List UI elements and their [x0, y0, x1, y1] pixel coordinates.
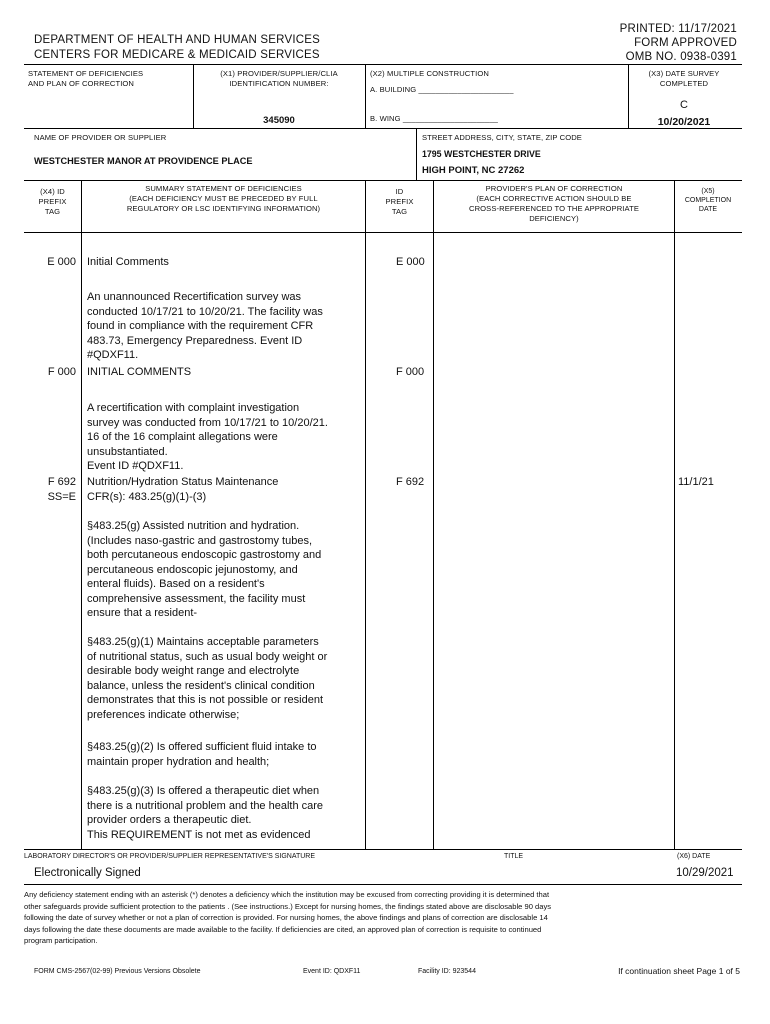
f692-paragraph-2: §483.25(g)(1) Maintains acceptable parameters of nutritional status, such as usual body weight or desirable body weight range and electrolyte balance, unless the resident's clinical condition demonstrates that this is not possible or resident preferences indicate otherwise; — [87, 636, 328, 721]
col-id-header: ID PREFIX TAG — [385, 187, 414, 216]
provider-label: NAME OF PROVIDER OR SUPPLIER — [34, 133, 167, 142]
x2-label: (X2) MULTIPLE CONSTRUCTION — [370, 69, 489, 78]
x3-label: (X3) DATE SURVEY COMPLETED — [648, 69, 720, 88]
f692-id: F 692 — [396, 476, 425, 488]
f692-paragraph-1: §483.25(g) Assisted nutrition and hydration. (Includes naso-gastric and gastrostomy tubes, both percutaneous endoscopic gastrostomy and percutaneous endoscopic jejunostomy, and enteral fluids). Based on a resident's comprehensive assessment, the facility must ensure that a resident- — [87, 520, 322, 619]
f692-tag: F 692 — [47, 476, 76, 488]
f692-title: Nutrition/Hydration Status Maintenance CFR(s): 483.25(g)(1)-(3) — [87, 476, 279, 503]
f692-paragraph-4: §483.25(g)(3) Is offered a therapeutic diet when there is a nutritional problem and the health care provider orders a therapeutic diet. This REQUIREMENT is not met as evidenced — [87, 785, 324, 841]
provider-id: 345090 — [263, 115, 295, 126]
e000-title: Initial Comments — [87, 256, 169, 268]
form-approved: FORM APPROVED — [634, 37, 737, 49]
address-city: HIGH POINT, NC 27262 — [422, 165, 525, 176]
signature-value: Electronically Signed — [34, 867, 141, 879]
f692-scope-severity: SS=E — [47, 491, 76, 503]
statement-label: STATEMENT OF DEFICIENCIES AND PLAN OF CORRECTION — [28, 69, 144, 88]
survey-code: C — [680, 99, 688, 111]
signature-date: 10/29/2021 — [676, 867, 734, 879]
omb-number: OMB NO. 0938-0391 — [625, 51, 737, 63]
f000-tag: F 000 — [47, 366, 76, 378]
e000-tag: E 000 — [47, 256, 76, 268]
address-street: 1795 WESTCHESTER DRIVE — [422, 149, 541, 159]
wing-field: B. WING ______________________ — [370, 114, 498, 123]
date-label: (X6) DATE — [677, 853, 711, 860]
col-summary-header: SUMMARY STATEMENT OF DEFICIENCIES (EACH DEFICIENCY MUST BE PRECEDED BY FULL REGULATORY OR LSC IDENTIFYING INFORMATION) — [126, 184, 321, 213]
col-x5-header: (X5) COMPLETION DATE — [684, 188, 732, 213]
col-plan-header: PROVIDER'S PLAN OF CORRECTION (EACH CORRECTIVE ACTION SHOULD BE CROSS-REFERENCED TO THE APPROPRIATE DEFICIENCY) — [468, 184, 640, 223]
f000-body: A recertification with complaint investigation survey was conducted from 10/17/21 to 10/20/21. 16 of the 16 complaint allegations were unsubstantiated. Event ID #QDXF11. — [87, 402, 328, 472]
f692-completion-date: 11/1/21 — [678, 476, 714, 488]
e000-id: E 000 — [396, 256, 425, 268]
agency-name: CENTERS FOR MEDICARE & MEDICAID SERVICES — [34, 49, 320, 61]
signature-label: LABORATORY DIRECTOR'S OR PROVIDER/SUPPLIER REPRESENTATIVE'S SIGNATURE — [24, 853, 316, 860]
address-label: STREET ADDRESS, CITY, STATE, ZIP CODE — [422, 133, 582, 142]
department-name: DEPARTMENT OF HEALTH AND HUMAN SERVICES — [34, 34, 320, 46]
page-indicator: If continuation sheet Page 1 of 5 — [618, 966, 740, 976]
f000-id: F 000 — [396, 366, 425, 378]
provider-name: WESTCHESTER MANOR AT PROVIDENCE PLACE — [34, 156, 253, 166]
event-id: Event ID: QDXF11 — [303, 968, 361, 975]
f692-paragraph-3: §483.25(g)(2) Is offered sufficient fluid intake to maintain proper hydration and health; — [87, 741, 317, 768]
building-field: A. BUILDING ______________________ — [370, 85, 514, 94]
form-number: FORM CMS-2567(02-99) Previous Versions Obsolete — [34, 968, 201, 975]
e000-body: An unannounced Recertification survey was conducted 10/17/21 to 10/20/21. The facility was found in compliance with the requirement CFR 483.73, Emergency Preparedness. Event ID #QDXF11. — [87, 291, 323, 361]
title-label: TITLE — [504, 853, 524, 860]
survey-date: 10/20/2021 — [657, 116, 711, 128]
f000-title: INITIAL COMMENTS — [87, 366, 192, 378]
printed-date: PRINTED: 11/17/2021 — [619, 23, 737, 35]
col-x4-header: (X4) ID PREFIX TAG — [38, 187, 67, 216]
x1-label: (X1) PROVIDER/SUPPLIER/CLIA IDENTIFICATION NUMBER: — [220, 69, 338, 88]
disclaimer-text: Any deficiency statement ending with an asterisk (*) denotes a deficiency which the institution may be excused from correcting providing it is determined that other safeguards provide sufficient protection to the patients . (See instructions.) Except for nursing homes, the findings stated above are disclosable 90 days following the date of survey whether or not a plan of correction is provided. For nursing homes, the above findings and plans of correction are disclosable 14 days following the date these documents are made available to the facility. If deficiencies are cited, an approved plan of correction is requisite to continued program participation. — [24, 890, 552, 945]
facility-id: Facility ID: 923544 — [418, 968, 476, 975]
